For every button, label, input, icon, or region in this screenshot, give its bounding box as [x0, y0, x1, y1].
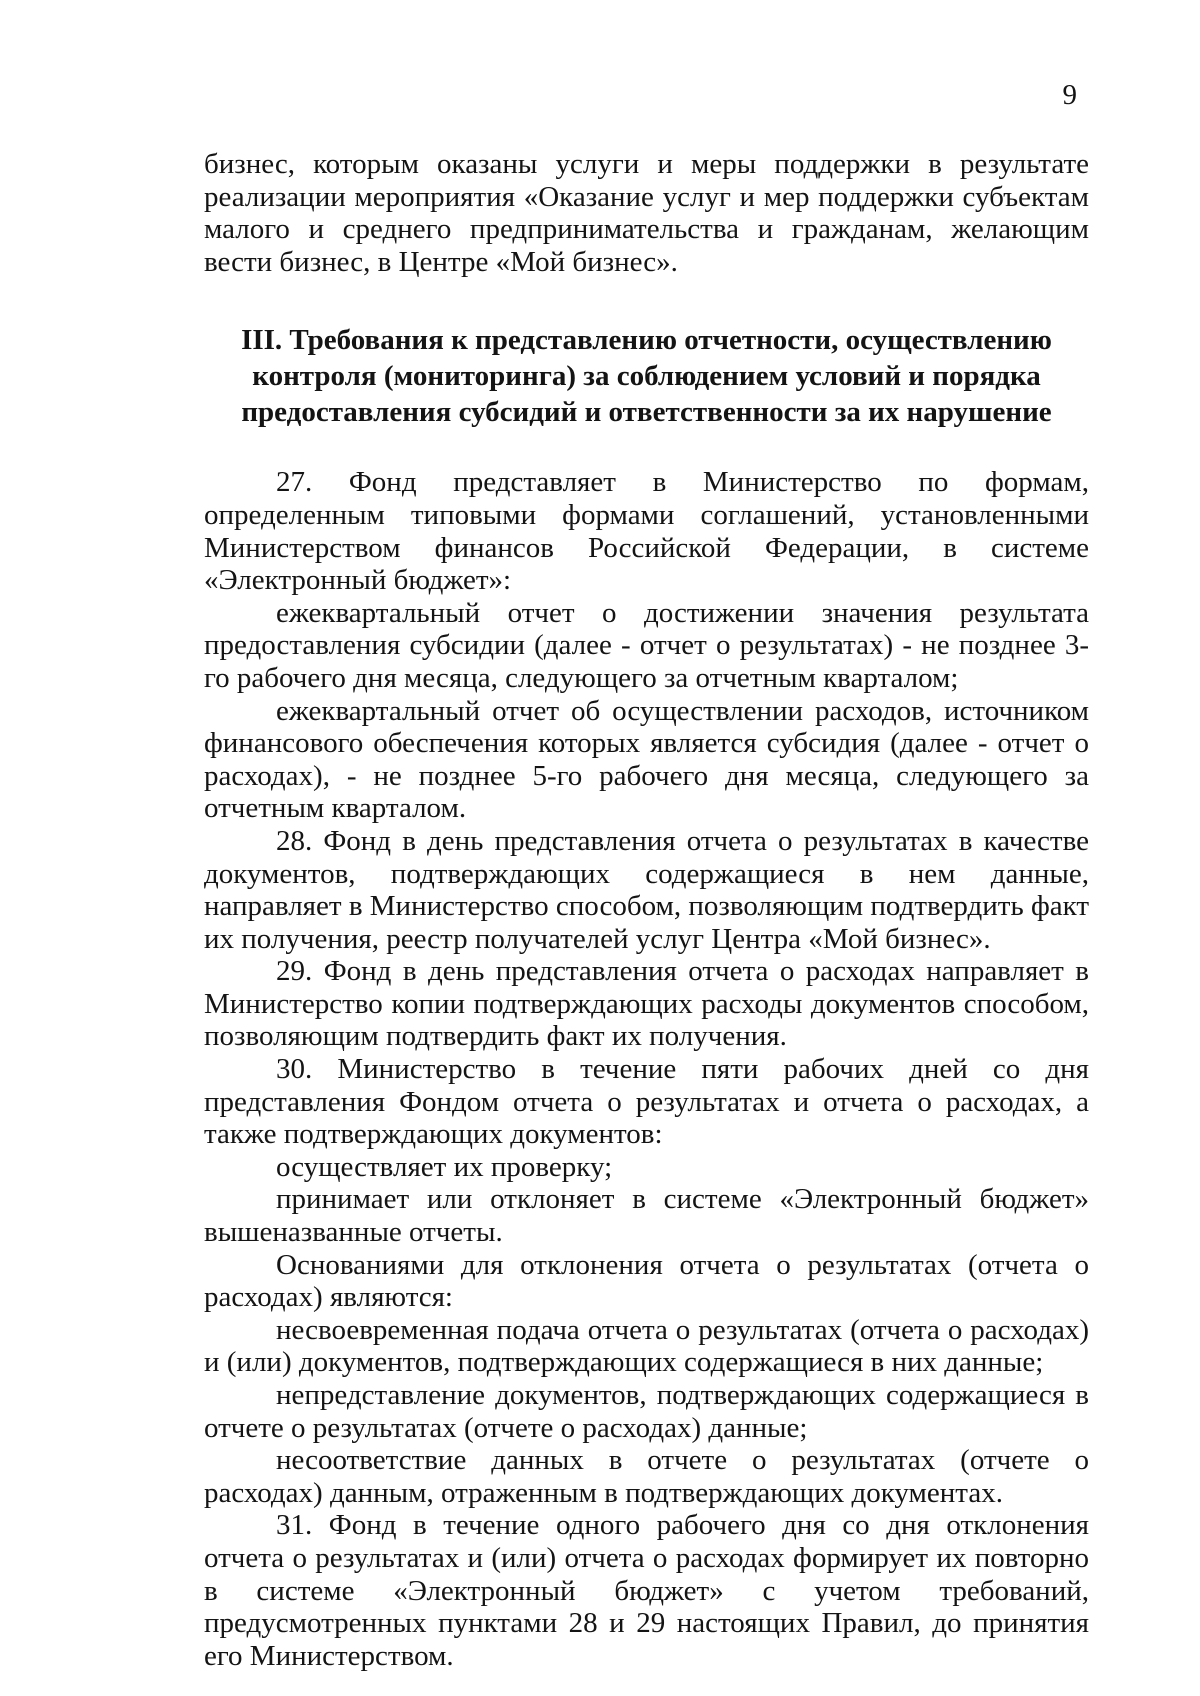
rejection-grounds-intro: Основаниями для отклонения отчета о результатах (отчета о расходах) являются:	[204, 1248, 1089, 1314]
section-heading	[204, 322, 1089, 430]
paragraph-30-item-check: осуществляет их проверку;	[276, 1150, 613, 1183]
paragraph-30: 30. Министерство в течение пяти рабочих дней со дня представления Фондом отчета о результатах и отчета о расходах, а также подтверждающих документов:	[204, 1053, 1089, 1151]
page-number: 9	[1062, 79, 1077, 111]
intro-paragraph: бизнес, которым оказаны услуги и меры поддержки в результате реализации мероприятия «Оказание услуг и мер поддержки субъектам малого и среднего предпринимательства и гражданам, желающим вести бизнес, в Центре «Мой бизнес».	[204, 148, 1089, 278]
section-heading-line: предоставления субсидий и ответственности за их нарушение	[241, 396, 1052, 429]
section-heading-line: контроля (мониторинга) за соблюдением условий и порядка	[252, 360, 1041, 393]
paragraph-28: 28. Фонд в день представления отчета о результатах в качестве документов, подтверждающих содержащиеся в нем данные, направляет в Министерство способом, позволяющим подтвердить факт их получения, реестр получателей услуг Центра «Мой бизнес».	[204, 824, 1089, 955]
rejection-ground-missing-docs: непредставление документов, подтверждающих содержащиеся в отчете о результатах (отчете о расходах) данные;	[204, 1379, 1089, 1444]
document-body	[204, 148, 1089, 1672]
paragraph-31: 31. Фонд в течение одного рабочего дня со дня отклонения отчета о результатах и (или) отчета о расходах формирует их повторно в системе «Электронный бюджет» с учетом требований, предусмотренных пунктами 28 и 29 настоящих Правил, до принятия его Министерством.	[204, 1509, 1089, 1672]
section-heading-line: III. Требования к представлению отчетности, осуществлению	[241, 324, 1052, 357]
paragraph-29: 29. Фонд в день представления отчета о расходах направляет в Министерство копии подтверждающих расходы документов способом, позволяющим подтвердить факт их получения.	[204, 955, 1089, 1053]
paragraph-27-item-results-report: ежеквартальный отчет о достижении значения результата предоставления субсидии (далее - отчет о результатах) - не позднее 3-го рабочего дня месяца, следующего за отчетным кварталом;	[204, 596, 1089, 694]
rejection-ground-mismatch: несоответствие данных в отчете о результатах (отчете о расходах) данным, отраженным в подтверждающих документах.	[204, 1444, 1089, 1509]
rejection-ground-late: несвоевременная подача отчета о результатах (отчета о расходах) и (или) документов, подтверждающих содержащиеся в них данные;	[204, 1313, 1089, 1379]
paragraph-27-item-expenses-report: ежеквартальный отчет об осуществлении расходов, источником финансового обеспечения которых является субсидия (далее - отчет о расходах), - не позднее 5-го рабочего дня месяца, следующего за отчетным кварталом.	[204, 694, 1089, 825]
paragraph-30-item-accept: принимает или отклоняет в системе «Электронный бюджет» вышеназванные отчеты.	[204, 1183, 1089, 1249]
paragraph-27: 27. Фонд представляет в Министерство по формам, определенным типовыми формами соглашений, установленными Министерством финансов Российской Федерации, в системе «Электронный бюджет»:	[204, 466, 1089, 597]
